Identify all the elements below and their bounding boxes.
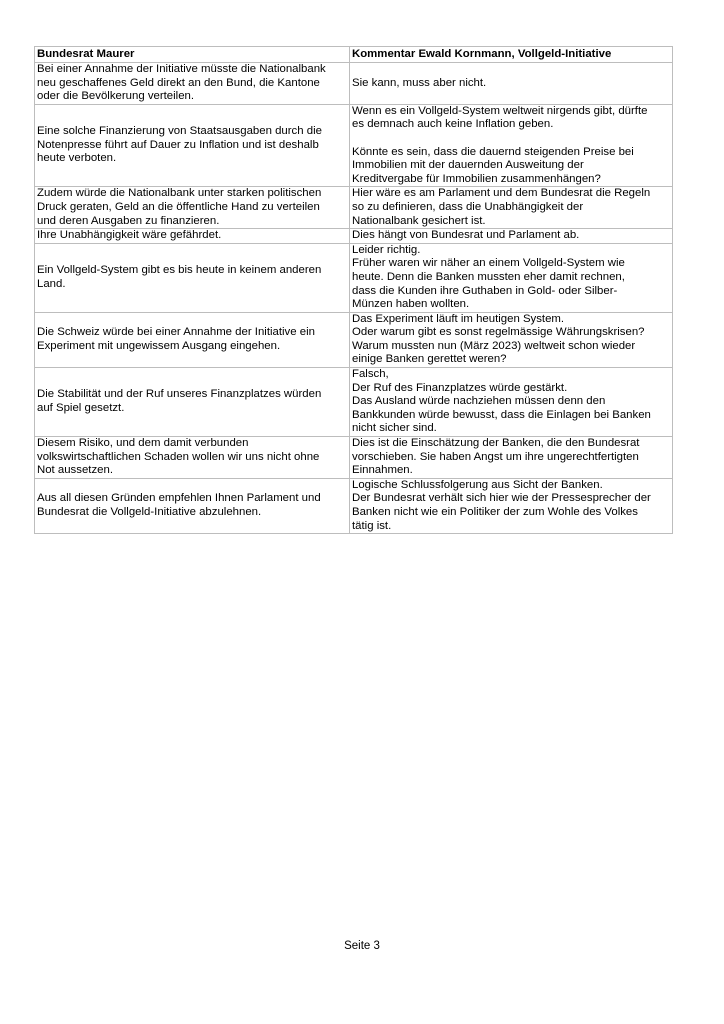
comment-cell bbox=[350, 312, 673, 367]
comment-line: Falsch, bbox=[352, 368, 389, 381]
statement-line: Ein Vollgeld-System gibt es bis heute in keinem anderen bbox=[37, 264, 322, 277]
table-header-row bbox=[35, 47, 673, 63]
statement-line: Diesem Risiko, und dem damit verbunden bbox=[37, 437, 249, 450]
comment-line: Das Ausland würde nachziehen müssen denn den bbox=[352, 395, 606, 408]
statement-line: Aus all diesen Gründen empfehlen Ihnen Parlament und bbox=[37, 492, 321, 505]
comment-line: Dies hängt von Bundesrat und Parlament ab. bbox=[352, 229, 580, 242]
comment-line: Kreditvergabe für Immobilien zusammenhängen? bbox=[352, 172, 601, 185]
comment-line: Der Bundesrat verhält sich hier wie der Pressesprecher der bbox=[352, 492, 651, 505]
statement-cell bbox=[35, 187, 350, 229]
comment-cell bbox=[350, 63, 673, 105]
comment-line: Hier wäre es am Parlament und dem Bundesrat die Regeln bbox=[352, 187, 651, 200]
statement-cell bbox=[35, 312, 350, 367]
statement-line: oder die Bevölkerung verteilen. bbox=[37, 90, 195, 103]
statement-line: Die Schweiz würde bei einer Annahme der Initiative ein bbox=[37, 326, 315, 339]
comment-line: Leider richtig. bbox=[352, 243, 421, 256]
comment-line: Banken nicht wie ein Politiker der zum Wohle des Volkes bbox=[352, 506, 638, 518]
statement-cell bbox=[35, 104, 350, 187]
comment-line: heute. Denn die Banken mussten eher damit rechnen, bbox=[352, 270, 625, 283]
comment-line: Nationalbank gesichert ist. bbox=[352, 214, 486, 227]
table-row bbox=[35, 63, 673, 105]
comment-cell bbox=[350, 243, 673, 312]
statement-line: Bei einer Annahme der Initiative müsste die Nationalbank bbox=[37, 63, 326, 75]
statement-line: Bundesrat die Vollgeld-Initiative abzulehnen. bbox=[37, 506, 262, 518]
comment-line: es demnach auch keine Inflation geben. bbox=[352, 118, 554, 131]
table-row bbox=[35, 187, 673, 229]
statement-line: Notenpresse führt auf Dauer zu Inflation und ist deshalb bbox=[37, 138, 319, 151]
comment-cell bbox=[350, 187, 673, 229]
comment-line: vorschieben. Sie haben Angst um ihre ungerechtfertigten bbox=[352, 450, 639, 463]
statement-line: und deren Ausgaben zu finanzieren. bbox=[37, 214, 220, 227]
table-row bbox=[35, 229, 673, 244]
comment-line: Oder warum gibt es sonst regelmässige Währungskrisen? bbox=[352, 326, 645, 339]
statement-line: Not aussetzen. bbox=[37, 464, 113, 477]
comment-line: Das Experiment läuft im heutigen System. bbox=[352, 312, 565, 325]
comment-line: Warum mussten nun (März 2023) weltweit schon wieder bbox=[352, 339, 636, 352]
table-row bbox=[35, 312, 673, 367]
comment-line: Immobilien mit der dauernden Ausweitung der bbox=[352, 159, 584, 172]
statement-cell bbox=[35, 437, 350, 479]
comment-line: Der Ruf des Finanzplatzes würde gestärkt. bbox=[352, 381, 568, 394]
statement-line: Land. bbox=[37, 277, 66, 290]
statement-cell bbox=[35, 63, 350, 105]
comment-cell bbox=[350, 104, 673, 187]
statement-line: Ihre Unabhängigkeit wäre gefährdet. bbox=[37, 229, 222, 242]
comment-line: dass die Kunden ihre Guthaben in Gold- oder Silber- bbox=[352, 284, 618, 297]
page-number: Seite 3 bbox=[344, 940, 380, 952]
comment-cell bbox=[350, 368, 673, 437]
statement-line: Experiment mit ungewissem Ausgang eingehen. bbox=[37, 339, 281, 352]
comment-cell bbox=[350, 478, 673, 533]
header-bundesrat-maurer: Bundesrat Maurer bbox=[35, 47, 350, 63]
table-row bbox=[35, 478, 673, 533]
comment-line: Bankkunden würde bewusst, dass die Einlagen bei Banken bbox=[352, 408, 651, 421]
table-body bbox=[35, 63, 673, 534]
comment-line: Einnahmen. bbox=[352, 464, 413, 477]
comment-line bbox=[352, 132, 670, 146]
comment-line: einige Banken gerettet weren? bbox=[352, 353, 507, 366]
comparison-table bbox=[34, 46, 673, 534]
statement-line: Die Stabilität und der Ruf unseres Finanzplatzes würden bbox=[37, 388, 322, 401]
statement-cell bbox=[35, 243, 350, 312]
comment-line: tätig ist. bbox=[352, 519, 392, 532]
comment-line: Dies ist die Einschätzung der Banken, die den Bundesrat bbox=[352, 437, 640, 450]
statement-line: Zudem würde die Nationalbank unter starken politischen bbox=[37, 187, 322, 200]
table-row bbox=[35, 243, 673, 312]
comment-line: Früher waren wir näher an einem Vollgeld-System wie bbox=[352, 257, 625, 270]
comment-line: so zu definieren, dass die Unabhängigkeit der bbox=[352, 200, 584, 213]
statement-line: neu geschaffenes Geld direkt an den Bund, die Kantone bbox=[37, 76, 320, 89]
comment-line: Wenn es ein Vollgeld-System weltweit nirgends gibt, dürfte bbox=[352, 104, 648, 117]
statement-line: Eine solche Finanzierung von Staatsausgaben durch die bbox=[37, 125, 322, 138]
comment-line: Münzen haben wollten. bbox=[352, 298, 470, 311]
statement-line: heute verboten. bbox=[37, 152, 117, 165]
table-row bbox=[35, 437, 673, 479]
comment-line: Logische Schlussfolgerung aus Sicht der Banken. bbox=[352, 478, 603, 491]
table-row bbox=[35, 368, 673, 437]
table-row bbox=[35, 104, 673, 187]
statement-line: auf Spiel gesetzt. bbox=[37, 402, 125, 415]
comment-cell bbox=[350, 229, 673, 244]
statement-cell bbox=[35, 368, 350, 437]
comment-line: nicht sicher sind. bbox=[352, 422, 437, 435]
header-kommentar: Kommentar Ewald Kornmann, Vollgeld-Initiative bbox=[350, 47, 673, 63]
comment-line: Sie kann, muss aber nicht. bbox=[352, 76, 487, 89]
statement-cell bbox=[35, 478, 350, 533]
statement-line: Druck geraten, Geld an die öffentliche Hand zu verteilen bbox=[37, 200, 320, 213]
statement-line: volkswirtschaftlichen Schaden wollen wir uns nicht ohne bbox=[37, 450, 320, 463]
comment-cell bbox=[350, 437, 673, 479]
comment-line: Könnte es sein, dass die dauernd steigenden Preise bei bbox=[352, 145, 634, 158]
statement-cell bbox=[35, 229, 350, 244]
